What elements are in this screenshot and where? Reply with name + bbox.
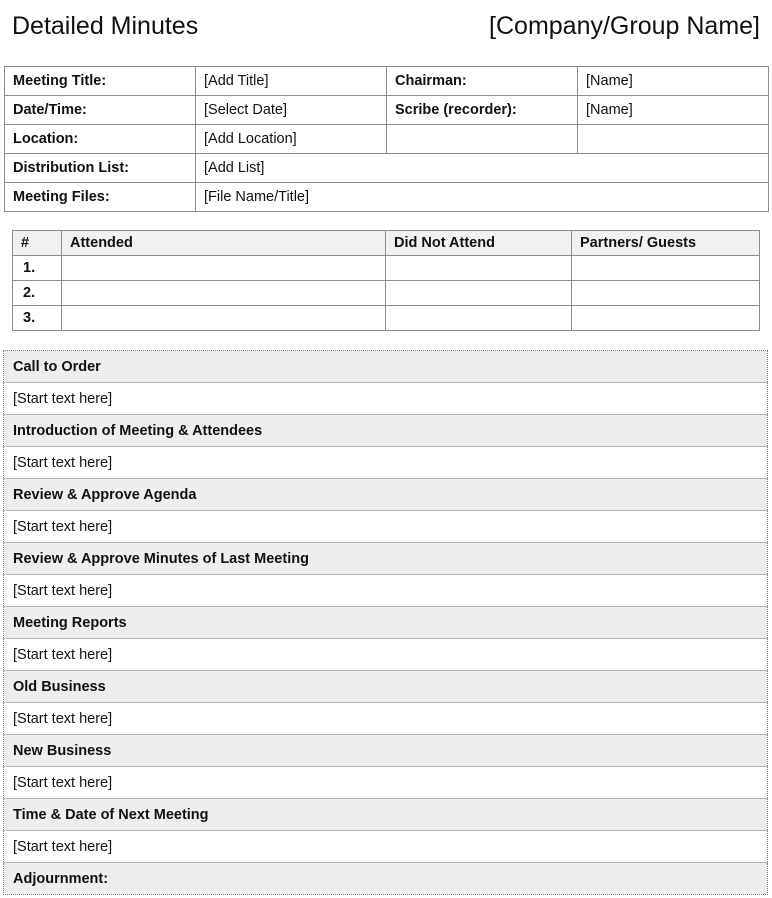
- section-text-row: [4, 447, 768, 479]
- document-header: [0, 0, 772, 60]
- attended-cell[interactable]: [62, 281, 386, 306]
- meeting-info-table: [4, 66, 769, 212]
- section-heading-row: [4, 607, 768, 639]
- section-text-field[interactable]: [Start text here]: [4, 703, 768, 735]
- guests-cell[interactable]: [572, 256, 760, 281]
- guests-cell[interactable]: [572, 306, 760, 331]
- location-field[interactable]: [Add Location]: [196, 125, 387, 154]
- section-heading: Review & Approve Minutes of Last Meeting: [4, 543, 768, 575]
- section-heading: New Business: [4, 735, 768, 767]
- col-guests-header: Partners/ Guests: [572, 231, 760, 256]
- section-heading-row: [4, 735, 768, 767]
- distribution-field[interactable]: [Add List]: [196, 154, 769, 183]
- section-text-field[interactable]: [Start text here]: [4, 383, 768, 415]
- datetime-label: Date/Time:: [5, 96, 196, 125]
- section-heading: Time & Date of Next Meeting: [4, 799, 768, 831]
- section-heading: Review & Approve Agenda: [4, 479, 768, 511]
- section-heading: Call to Order: [4, 351, 768, 383]
- document-title: Detailed Minutes: [12, 12, 199, 40]
- row-number: 1.: [13, 256, 62, 281]
- section-heading-row: [4, 799, 768, 831]
- section-text-field[interactable]: [Start text here]: [4, 575, 768, 607]
- col-not-attended-header: Did Not Attend: [386, 231, 572, 256]
- col-attended-header: Attended: [62, 231, 386, 256]
- chairman-label: Chairman:: [387, 67, 578, 96]
- row-number: 3.: [13, 306, 62, 331]
- not-attended-cell[interactable]: [386, 306, 572, 331]
- section-heading: Introduction of Meeting & Attendees: [4, 415, 768, 447]
- scribe-label: Scribe (recorder):: [387, 96, 578, 125]
- section-text-field[interactable]: [Start text here]: [4, 447, 768, 479]
- info-row: [5, 96, 769, 125]
- attendance-row: [13, 256, 760, 281]
- section-text-row: [4, 831, 768, 863]
- section-heading: Adjournment:: [4, 863, 768, 895]
- section-heading: Meeting Reports: [4, 607, 768, 639]
- section-text-field[interactable]: [Start text here]: [4, 767, 768, 799]
- info-row: [5, 125, 769, 154]
- section-heading: Old Business: [4, 671, 768, 703]
- section-text-row: [4, 383, 768, 415]
- section-text-row: [4, 703, 768, 735]
- row-number: 2.: [13, 281, 62, 306]
- empty-cell[interactable]: [387, 125, 578, 154]
- meeting-title-label: Meeting Title:: [5, 67, 196, 96]
- attended-cell[interactable]: [62, 256, 386, 281]
- section-text-row: [4, 639, 768, 671]
- attendance-table: [12, 230, 760, 331]
- empty-cell[interactable]: [578, 125, 769, 154]
- attendance-row: [13, 281, 760, 306]
- not-attended-cell[interactable]: [386, 281, 572, 306]
- section-text-row: [4, 575, 768, 607]
- meeting-title-field[interactable]: [Add Title]: [196, 67, 387, 96]
- scribe-field[interactable]: [Name]: [578, 96, 769, 125]
- attendance-header-row: [13, 231, 760, 256]
- section-heading-row: [4, 671, 768, 703]
- chairman-field[interactable]: [Name]: [578, 67, 769, 96]
- section-heading-row: [4, 351, 768, 383]
- not-attended-cell[interactable]: [386, 256, 572, 281]
- guests-cell[interactable]: [572, 281, 760, 306]
- agenda-table: [3, 350, 768, 895]
- info-row: [5, 183, 769, 212]
- meeting-files-field[interactable]: [File Name/Title]: [196, 183, 769, 212]
- distribution-label: Distribution List:: [5, 154, 196, 183]
- section-heading-row: [4, 479, 768, 511]
- attended-cell[interactable]: [62, 306, 386, 331]
- meeting-files-label: Meeting Files:: [5, 183, 196, 212]
- company-name-field[interactable]: [Company/Group Name]: [489, 12, 760, 40]
- section-text-row: [4, 767, 768, 799]
- info-row: [5, 154, 769, 183]
- section-heading-row: [4, 543, 768, 575]
- attendance-row: [13, 306, 760, 331]
- info-row: [5, 67, 769, 96]
- section-text-field[interactable]: [Start text here]: [4, 831, 768, 863]
- section-text-row: [4, 511, 768, 543]
- section-text-field[interactable]: [Start text here]: [4, 639, 768, 671]
- datetime-field[interactable]: [Select Date]: [196, 96, 387, 125]
- col-number-header: #: [13, 231, 62, 256]
- location-label: Location:: [5, 125, 196, 154]
- section-heading-row: [4, 863, 768, 895]
- section-heading-row: [4, 415, 768, 447]
- section-text-field[interactable]: [Start text here]: [4, 511, 768, 543]
